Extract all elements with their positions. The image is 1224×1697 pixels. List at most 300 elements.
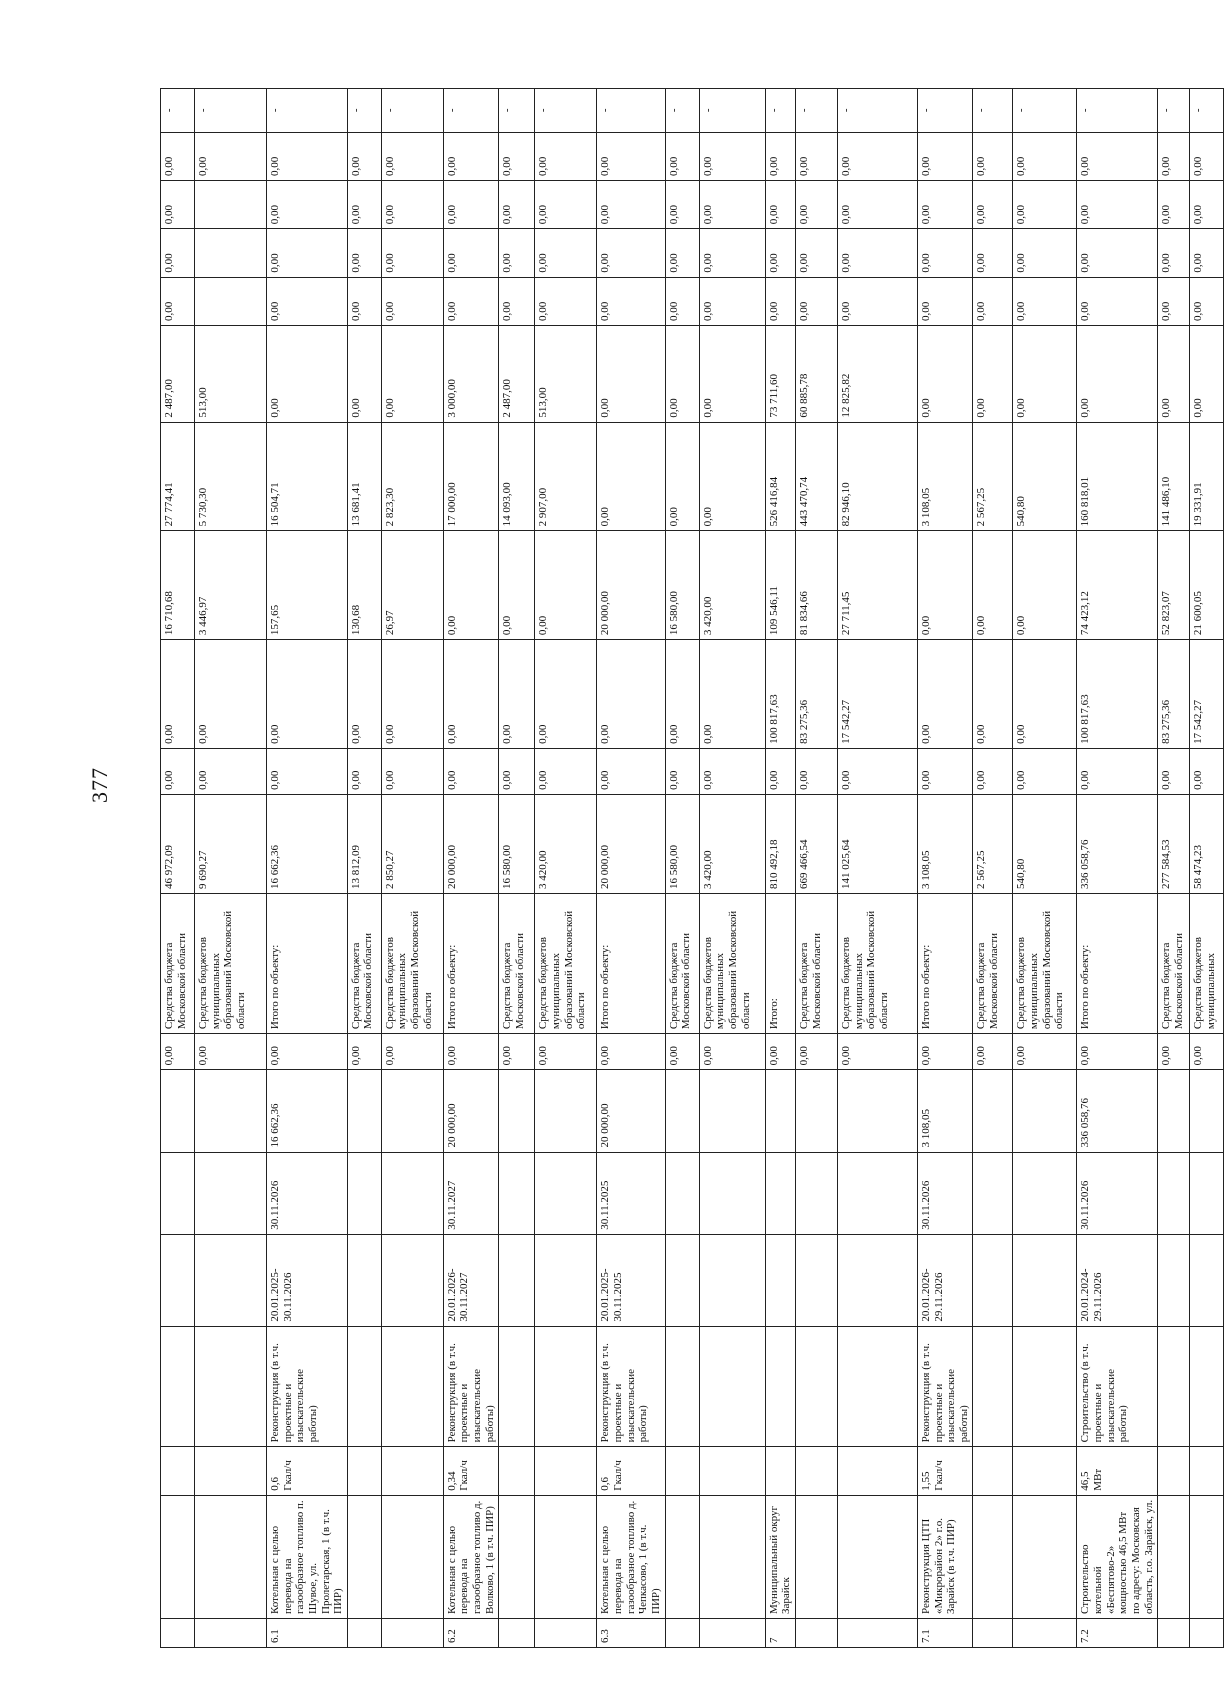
cell-src: Средства бюджета Московской области — [347, 893, 381, 1033]
cell-value: 0,00 — [837, 229, 917, 277]
cell-value: 0,00 — [347, 180, 381, 228]
cell-value: 0,00 — [665, 325, 699, 422]
cell-value: 0,00 — [1077, 229, 1158, 277]
cell-value: 0,00 — [267, 640, 348, 749]
cell-value: 0,00 — [499, 180, 535, 228]
cell-date: 30.11.2026 — [1077, 1152, 1158, 1234]
cell-date — [699, 1152, 765, 1234]
cell-value: 2 567,25 — [973, 422, 1013, 531]
cell-cap — [195, 1447, 267, 1495]
cell-extra: 0,00 — [443, 1034, 499, 1070]
table-row — [535, 89, 597, 1648]
cell-value: 2 487,00 — [499, 325, 535, 422]
cell-period — [665, 1234, 699, 1326]
cell-value: 0,00 — [499, 531, 535, 640]
cell-value: 0,00 — [1158, 132, 1190, 180]
cell-value: 0,00 — [699, 277, 765, 325]
cell-cost: 3 108,05 — [917, 1070, 973, 1152]
cell-extra: 0,00 — [765, 1034, 795, 1070]
cell-value: 0,00 — [347, 132, 381, 180]
cell-value: 0,00 — [267, 132, 348, 180]
cell-period — [699, 1234, 765, 1326]
cell-value: 0,00 — [665, 180, 699, 228]
cell-cost — [795, 1070, 837, 1152]
cell-src: Средства бюджетов муниципальных образований Московской области — [381, 893, 443, 1033]
cell-value: 0,00 — [195, 640, 267, 749]
cell-value: 0,00 — [267, 325, 348, 422]
cell-num — [161, 1619, 195, 1648]
cell-cap — [665, 1447, 699, 1495]
cell-period: 20.01.2026-30.11.2027 — [443, 1234, 499, 1326]
cell-value: 0,00 — [1190, 748, 1224, 794]
cell-value: 277 584,53 — [1158, 794, 1190, 893]
cell-value: 0,00 — [699, 748, 765, 794]
cell-value: 0,00 — [381, 229, 443, 277]
cell-date — [381, 1152, 443, 1234]
table-row — [917, 89, 973, 1648]
cell-value: - — [195, 89, 267, 133]
cell-num — [837, 1619, 917, 1648]
cell-value: 0,00 — [917, 229, 973, 277]
cell-period — [381, 1234, 443, 1326]
cell-value: - — [161, 89, 195, 133]
cell-date: 30.11.2026 — [267, 1152, 348, 1234]
cell-value — [195, 277, 267, 325]
cell-value: 0,00 — [973, 748, 1013, 794]
cell-value: 9 690,27 — [195, 794, 267, 893]
cell-value: 2 850,27 — [381, 794, 443, 893]
cell-cost — [499, 1070, 535, 1152]
cell-value: 810 492,18 — [765, 794, 795, 893]
cell-period — [535, 1234, 597, 1326]
cell-cap: 0,6 Гкал/ч — [267, 1447, 348, 1495]
cell-cap — [973, 1447, 1013, 1495]
cell-date — [973, 1152, 1013, 1234]
cell-value: 0,00 — [443, 640, 499, 749]
cell-value: 0,00 — [499, 132, 535, 180]
cell-cost: 336 058,76 — [1077, 1070, 1158, 1152]
cell-value: 0,00 — [795, 748, 837, 794]
cell-cost: 20 000,00 — [597, 1070, 665, 1152]
cell-name — [973, 1495, 1013, 1618]
cell-date — [837, 1152, 917, 1234]
cell-value: 0,00 — [535, 229, 597, 277]
cell-value: 82 946,10 — [837, 422, 917, 531]
cell-name — [535, 1495, 597, 1618]
cell-value: - — [1158, 89, 1190, 133]
cell-name — [837, 1495, 917, 1618]
cell-value: 0,00 — [381, 132, 443, 180]
cell-value: 58 474,23 — [1190, 794, 1224, 893]
cell-value: 0,00 — [1013, 531, 1077, 640]
cell-value: 0,00 — [347, 229, 381, 277]
cell-work — [837, 1326, 917, 1447]
table-row — [267, 89, 348, 1648]
cell-extra: 0,00 — [597, 1034, 665, 1070]
cell-cap — [699, 1447, 765, 1495]
cell-num — [1013, 1619, 1077, 1648]
cell-value: 3 000,00 — [443, 325, 499, 422]
cell-value: 0,00 — [917, 748, 973, 794]
cell-value: 0,00 — [195, 132, 267, 180]
cell-work: Реконструкция (в т.ч. проектные и изыскательские работы) — [443, 1326, 499, 1447]
cell-value: 669 466,54 — [795, 794, 837, 893]
cell-value: 0,00 — [1190, 180, 1224, 228]
cell-period — [347, 1234, 381, 1326]
cell-cost — [535, 1070, 597, 1152]
cell-name — [795, 1495, 837, 1618]
cell-cap — [535, 1447, 597, 1495]
cell-value: 109 546,11 — [765, 531, 795, 640]
cell-value: 81 834,66 — [795, 531, 837, 640]
cell-value: 0,00 — [765, 180, 795, 228]
cell-date: 30.11.2027 — [443, 1152, 499, 1234]
cell-date: 30.11.2026 — [917, 1152, 973, 1234]
cell-name — [665, 1495, 699, 1618]
cell-value: - — [1013, 89, 1077, 133]
cell-value: 74 423,12 — [1077, 531, 1158, 640]
cell-name — [161, 1495, 195, 1618]
cell-value: 160 818,01 — [1077, 422, 1158, 531]
cell-period — [1158, 1234, 1190, 1326]
table-row — [381, 89, 443, 1648]
cell-extra: 0,00 — [267, 1034, 348, 1070]
cell-value: 0,00 — [597, 277, 665, 325]
cell-value: 0,00 — [765, 748, 795, 794]
cell-value: 0,00 — [535, 748, 597, 794]
cell-value: 0,00 — [499, 640, 535, 749]
cell-value: 0,00 — [381, 640, 443, 749]
cell-value: 16 504,71 — [267, 422, 348, 531]
cell-value: 0,00 — [195, 748, 267, 794]
cell-value: 0,00 — [597, 640, 665, 749]
cell-value: 0,00 — [381, 180, 443, 228]
cell-extra: 0,00 — [1077, 1034, 1158, 1070]
cell-name — [381, 1495, 443, 1618]
cell-value: 0,00 — [795, 229, 837, 277]
cell-src: Средства бюджета Московской области — [973, 893, 1013, 1033]
cell-extra: 0,00 — [1013, 1034, 1077, 1070]
table-row — [699, 89, 765, 1648]
cell-date — [765, 1152, 795, 1234]
cell-value: 0,00 — [161, 229, 195, 277]
cell-work — [973, 1326, 1013, 1447]
cell-name: Котельная с целью перевода на газообразное топливо п. Шувое, ул. Пролетарская, 1 (в т.ч. ПИР) — [267, 1495, 348, 1618]
cell-value: 0,00 — [535, 531, 597, 640]
cell-value: - — [917, 89, 973, 133]
cell-value: 0,00 — [699, 640, 765, 749]
cell-value: 0,00 — [267, 180, 348, 228]
cell-value: 0,00 — [699, 422, 765, 531]
cell-value: 0,00 — [665, 229, 699, 277]
cell-name: Муниципальный округ Зарайск — [765, 1495, 795, 1618]
cell-value: 0,00 — [917, 640, 973, 749]
cell-extra: 0,00 — [381, 1034, 443, 1070]
cell-name: Строительство котельной «Беспятово-2» мощностью 46,5 МВт по адресу: Московская область, г.о. Зарайск, ул. — [1077, 1495, 1158, 1618]
cell-value: 0,00 — [1013, 277, 1077, 325]
table-row — [443, 89, 499, 1648]
cell-value: 17 542,27 — [1190, 640, 1224, 749]
cell-cost — [665, 1070, 699, 1152]
cell-extra: 0,00 — [161, 1034, 195, 1070]
cell-extra: 0,00 — [1190, 1034, 1224, 1070]
cell-value: 19 331,91 — [1190, 422, 1224, 531]
cell-value: 100 817,63 — [1077, 640, 1158, 749]
cell-num: 6.2 — [443, 1619, 499, 1648]
cell-cost — [195, 1070, 267, 1152]
cell-value: 0,00 — [973, 229, 1013, 277]
cell-value: 83 275,36 — [1158, 640, 1190, 749]
cell-value: 5 730,30 — [195, 422, 267, 531]
cell-value: 0,00 — [347, 748, 381, 794]
cell-value: 60 885,78 — [795, 325, 837, 422]
cell-value: 0,00 — [973, 531, 1013, 640]
cell-value: 0,00 — [443, 531, 499, 640]
cell-cost — [347, 1070, 381, 1152]
cell-value: 0,00 — [267, 277, 348, 325]
cell-value: 0,00 — [1077, 748, 1158, 794]
cell-value: 16 580,00 — [665, 531, 699, 640]
cell-value: 0,00 — [795, 180, 837, 228]
cell-value: 0,00 — [381, 325, 443, 422]
cell-work — [161, 1326, 195, 1447]
cell-value: 21 600,05 — [1190, 531, 1224, 640]
cell-value: 0,00 — [1013, 748, 1077, 794]
cell-value: 0,00 — [1013, 229, 1077, 277]
cell-value: 46 972,09 — [161, 794, 195, 893]
cell-value: 2 487,00 — [161, 325, 195, 422]
rotated-table-container — [160, 88, 1217, 1648]
cell-value: 0,00 — [1013, 640, 1077, 749]
table-row — [765, 89, 795, 1648]
cell-period: 20.01.2026-29.11.2026 — [917, 1234, 973, 1326]
cell-value: 0,00 — [1190, 132, 1224, 180]
cell-cap — [347, 1447, 381, 1495]
cell-value: - — [765, 89, 795, 133]
cell-value: 0,00 — [917, 531, 973, 640]
cell-value: 27 774,41 — [161, 422, 195, 531]
cell-work — [499, 1326, 535, 1447]
cell-src: Средства бюджетов муниципальных образований Московской области — [535, 893, 597, 1033]
cell-work — [699, 1326, 765, 1447]
cell-value: - — [499, 89, 535, 133]
cell-value: - — [665, 89, 699, 133]
cell-date — [499, 1152, 535, 1234]
cell-value: 16 580,00 — [499, 794, 535, 893]
cell-value: 0,00 — [837, 180, 917, 228]
cell-value: 0,00 — [917, 325, 973, 422]
table-row — [1158, 89, 1190, 1648]
cell-work — [665, 1326, 699, 1447]
cell-name — [1158, 1495, 1190, 1618]
cell-value: 0,00 — [443, 229, 499, 277]
cell-num: 6.3 — [597, 1619, 665, 1648]
cell-src: Итого по объекту: — [267, 893, 348, 1033]
cell-value — [195, 180, 267, 228]
cell-value: 0,00 — [499, 229, 535, 277]
cell-value: 16 580,00 — [665, 794, 699, 893]
cell-num — [665, 1619, 699, 1648]
cell-value: - — [381, 89, 443, 133]
cell-value: 0,00 — [1158, 277, 1190, 325]
cell-num — [381, 1619, 443, 1648]
table-row — [347, 89, 381, 1648]
cell-cost — [161, 1070, 195, 1152]
cell-cap — [161, 1447, 195, 1495]
cell-value: 0,00 — [1077, 132, 1158, 180]
cell-value: 73 711,60 — [765, 325, 795, 422]
cell-value: 0,00 — [267, 748, 348, 794]
cell-date — [795, 1152, 837, 1234]
cell-cap: 0,6 Гкал/ч — [597, 1447, 665, 1495]
cell-value: - — [347, 89, 381, 133]
cell-value: 0,00 — [665, 748, 699, 794]
table-row — [795, 89, 837, 1648]
cell-src: Средства бюджета Московской области — [499, 893, 535, 1033]
cell-src: Итого по объекту: — [1077, 893, 1158, 1033]
cell-value: 0,00 — [499, 748, 535, 794]
cell-value: - — [1077, 89, 1158, 133]
cell-value: 3 420,00 — [535, 794, 597, 893]
cell-period — [795, 1234, 837, 1326]
table-row — [1190, 89, 1224, 1648]
cell-value: 2 907,00 — [535, 422, 597, 531]
cell-value: 26,97 — [381, 531, 443, 640]
cell-value: 0,00 — [837, 748, 917, 794]
cell-cost — [1013, 1070, 1077, 1152]
cell-value: 0,00 — [973, 180, 1013, 228]
cell-value: 12 825,82 — [837, 325, 917, 422]
cell-value: 0,00 — [443, 180, 499, 228]
cell-num: 7.2 — [1077, 1619, 1158, 1648]
cell-value: 17 542,27 — [837, 640, 917, 749]
table-row — [665, 89, 699, 1648]
cell-work — [195, 1326, 267, 1447]
cell-value: 0,00 — [699, 132, 765, 180]
cell-value: 540,80 — [1013, 794, 1077, 893]
cell-value: 0,00 — [973, 132, 1013, 180]
cell-value: 157,65 — [267, 531, 348, 640]
cell-value: 83 275,36 — [795, 640, 837, 749]
cell-value: 0,00 — [535, 640, 597, 749]
cell-value: - — [1190, 89, 1224, 133]
cell-src: Средства бюджетов муниципальных образований Московской области — [699, 893, 765, 1033]
cell-date — [161, 1152, 195, 1234]
cell-extra: 0,00 — [665, 1034, 699, 1070]
cell-value: 141 025,64 — [837, 794, 917, 893]
cell-date — [535, 1152, 597, 1234]
cell-value: 100 817,63 — [765, 640, 795, 749]
cell-num — [973, 1619, 1013, 1648]
cell-value: 0,00 — [837, 132, 917, 180]
cell-value: 0,00 — [699, 325, 765, 422]
cell-extra: 0,00 — [195, 1034, 267, 1070]
cell-value: 16 710,68 — [161, 531, 195, 640]
cell-period — [765, 1234, 795, 1326]
cell-value: 0,00 — [765, 229, 795, 277]
cell-value: - — [535, 89, 597, 133]
cell-value: 0,00 — [917, 277, 973, 325]
cell-value: 0,00 — [1190, 229, 1224, 277]
cell-work: Реконструкция (в т.ч. проектные и изыскательские работы) — [267, 1326, 348, 1447]
cell-value: 0,00 — [381, 277, 443, 325]
cell-cap — [1013, 1447, 1077, 1495]
cell-value: 17 000,00 — [443, 422, 499, 531]
cell-value: 2 823,30 — [381, 422, 443, 531]
cell-value: 0,00 — [765, 277, 795, 325]
cell-cap — [795, 1447, 837, 1495]
cell-src: Итого по объекту: — [917, 893, 973, 1033]
cell-value: 20 000,00 — [597, 794, 665, 893]
cell-num — [1190, 1619, 1224, 1648]
cell-cap: 0,34 Гкал/ч — [443, 1447, 499, 1495]
cell-value: 0,00 — [1158, 748, 1190, 794]
cell-work: Строительство (в т.ч. проектные и изыскательские работы) — [1077, 1326, 1158, 1447]
cell-cost — [765, 1070, 795, 1152]
cell-value: 0,00 — [1077, 325, 1158, 422]
cell-value: 0,00 — [1190, 277, 1224, 325]
cell-src: Средства бюджета Московской области — [795, 893, 837, 1033]
cell-work — [381, 1326, 443, 1447]
cell-value: 13 681,41 — [347, 422, 381, 531]
cell-value: 0,00 — [837, 277, 917, 325]
cell-value: 0,00 — [535, 277, 597, 325]
cell-value: 0,00 — [597, 422, 665, 531]
cell-value: 0,00 — [973, 277, 1013, 325]
cell-value: 513,00 — [535, 325, 597, 422]
cell-value: 0,00 — [765, 132, 795, 180]
cell-cap — [837, 1447, 917, 1495]
cell-extra: 0,00 — [837, 1034, 917, 1070]
cell-value: 526 416,84 — [765, 422, 795, 531]
cell-value: - — [795, 89, 837, 133]
cell-value: - — [443, 89, 499, 133]
cell-cost — [381, 1070, 443, 1152]
cell-value: 20 000,00 — [597, 531, 665, 640]
cell-value: 0,00 — [665, 277, 699, 325]
cell-period — [195, 1234, 267, 1326]
cell-value: 0,00 — [1013, 132, 1077, 180]
cell-work — [347, 1326, 381, 1447]
cell-value: 0,00 — [699, 229, 765, 277]
table-row — [1013, 89, 1077, 1648]
cell-value: 0,00 — [597, 325, 665, 422]
table-row — [1077, 89, 1158, 1648]
cell-num — [535, 1619, 597, 1648]
cell-src: Итого: — [765, 893, 795, 1033]
cell-value: 3 108,05 — [917, 422, 973, 531]
cell-value: 336 058,76 — [1077, 794, 1158, 893]
cell-value: 513,00 — [195, 325, 267, 422]
cell-value: 3 108,05 — [917, 794, 973, 893]
cell-cost: 16 662,36 — [267, 1070, 348, 1152]
cell-name: Реконструкция ЦТП «Микрорайон 2» г.о. Зарайск (в т.ч. ПИР) — [917, 1495, 973, 1618]
cell-work — [1190, 1326, 1224, 1447]
cell-value: 0,00 — [1077, 180, 1158, 228]
cell-extra: 0,00 — [795, 1034, 837, 1070]
cell-period: 20.01.2025-30.11.2025 — [597, 1234, 665, 1326]
cell-value: 0,00 — [1013, 325, 1077, 422]
table-row — [597, 89, 665, 1648]
cell-value: 0,00 — [347, 277, 381, 325]
cell-src: Средства бюджетов муниципальных — [1190, 893, 1224, 1033]
cell-date — [1190, 1152, 1224, 1234]
cell-extra: 0,00 — [699, 1034, 765, 1070]
cell-date — [195, 1152, 267, 1234]
cell-value: 0,00 — [347, 325, 381, 422]
cell-name: Котельная с целью перевода на газообразное топливо д. Чепкасово, 1 (в т.ч. ПИР) — [597, 1495, 665, 1618]
cell-num: 7.1 — [917, 1619, 973, 1648]
